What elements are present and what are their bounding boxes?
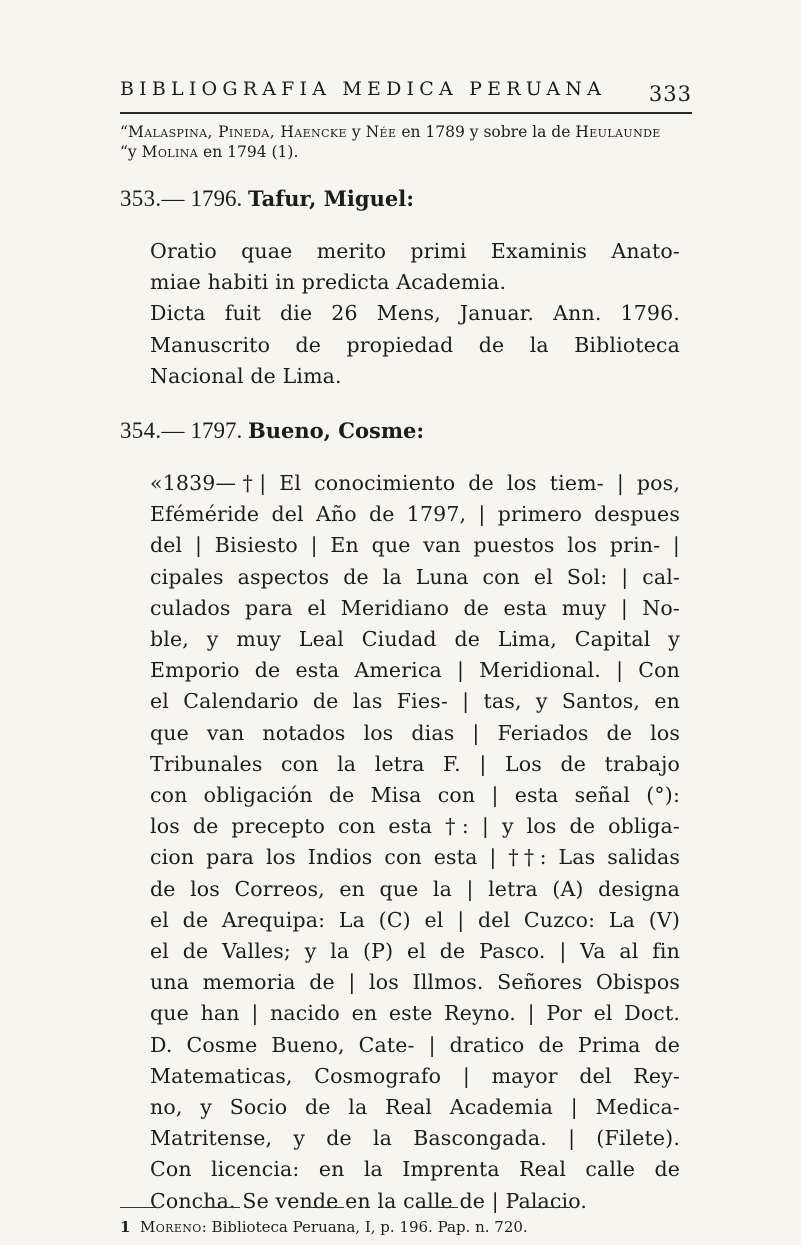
entry-heading-354 [120,418,424,444]
footnote-rule [202,1207,240,1208]
intro-text: en 1794 (1). [198,143,299,161]
text-line: cipales aspectos de la Luna con el Sol: | cal- [150,564,680,589]
entry-author: Tafur, Miguel: [248,186,414,211]
text-line: de los Correos, en que la | letra (A) designa [150,876,680,901]
page-number: 333 [648,82,692,106]
text-line: el Calendario de las Fies- | tas, y Santos, en [150,689,680,714]
text-line: Nacional de Lima. [150,363,342,388]
intro-continuation [120,122,698,162]
entry-body-353 [150,236,706,392]
text-line: culados para el Meridiano de esta muy | No- [150,595,680,620]
footnote-rule [420,1207,458,1208]
footnote-rule [120,1207,158,1208]
text-line: que van notados los dias | Feriados de los [150,720,680,745]
entry-number: 354.— [120,418,185,443]
text-line: Dicta fuit die 26 Mens, Januar. Ann. 1796. [150,301,680,326]
intro-line-1 [120,122,698,142]
text-line: el de Valles; y la (P) el de Pasco. | Va al fin [150,939,680,964]
text-line: el de Arequipa: La (C) el | del Cuzco: La (V) [150,907,680,932]
footnote-rule [530,1207,570,1208]
text-line: una memoria de | los Illmos. Señores Obispos [150,970,680,995]
text-line: Tribunales con la letra F. | Los de trabajo [150,751,680,776]
intro-name: Heulaunde [575,123,661,141]
intro-name: Molina [141,143,199,161]
text-line: con obligación de Misa con | esta señal (°): [150,783,680,808]
text-line: Matematicas, Cosmografo | mayor del Rey- [150,1063,680,1088]
running-head-title: BIBLIOGRAFIA MEDICA PERUANA [120,78,606,100]
footnote-author: Moreno [139,1218,202,1236]
entry-author: Bueno, Cosme: [248,418,425,443]
text-line: cion para los Indios con esta | ††: Las salidas [150,845,680,870]
entry-year: 1797. [184,418,248,443]
entry-body-354 [150,468,706,1217]
intro-names: Malaspina, Pineda, Haencke [127,123,347,141]
text-line: del | Bisiesto | En que van puestos los prin- | [150,533,680,558]
running-head [120,78,692,114]
intro-line-2 [120,142,698,162]
text-line: que han | nacido en este Reyno. | Por el Doct. [150,1001,680,1026]
text-line: Emporio de esta America | Meridional. | Con [150,658,680,683]
text-line: Eféméride del Año de 1797, | primero despues [150,502,680,527]
footnote-rule [306,1207,344,1208]
entry-year: 1796. [184,186,248,211]
footnote [120,1218,528,1236]
text-line: Matritense, y de la Bascongada. | (Filete). [150,1126,680,1151]
text-line: no, y Socio de la Real Academia | Medica- [150,1095,680,1120]
intro-text: “y [120,143,142,161]
footnote-marker: 1 [120,1218,131,1236]
intro-text: en 1789 y sobre la de [396,123,576,141]
text-line: D. Cosme Bueno, Cate- | dratico de Prima de [150,1032,680,1057]
intro-name: Née [365,123,397,141]
text-line: los de precepto con esta †: | y los de obliga- [150,814,680,839]
entry-number: 353.— [120,186,185,211]
text-line: miae habiti in predicta Academia. [150,270,507,295]
intro-text: y [346,123,366,141]
text-line: «1839—†| El conocimiento de los tiem- | pos, [150,471,680,495]
text-line: Concha. Se vende en la calle de | Palacio. [150,1188,588,1213]
footnote-text: : Biblioteca Peruana, I, p. 196. Pap. n. 720. [201,1218,528,1236]
text-line: ble, y muy Leal Ciudad de Lima, Capital y [150,627,680,652]
entry-heading-353 [120,186,414,212]
text-line: Oratio quae merito primi Examinis Anato- [150,239,680,263]
text-line: Con licencia: en la Imprenta Real calle de [150,1157,680,1182]
text-line: Manuscrito de propiedad de la Biblioteca [150,332,680,357]
quote-mark: “ [120,123,128,141]
